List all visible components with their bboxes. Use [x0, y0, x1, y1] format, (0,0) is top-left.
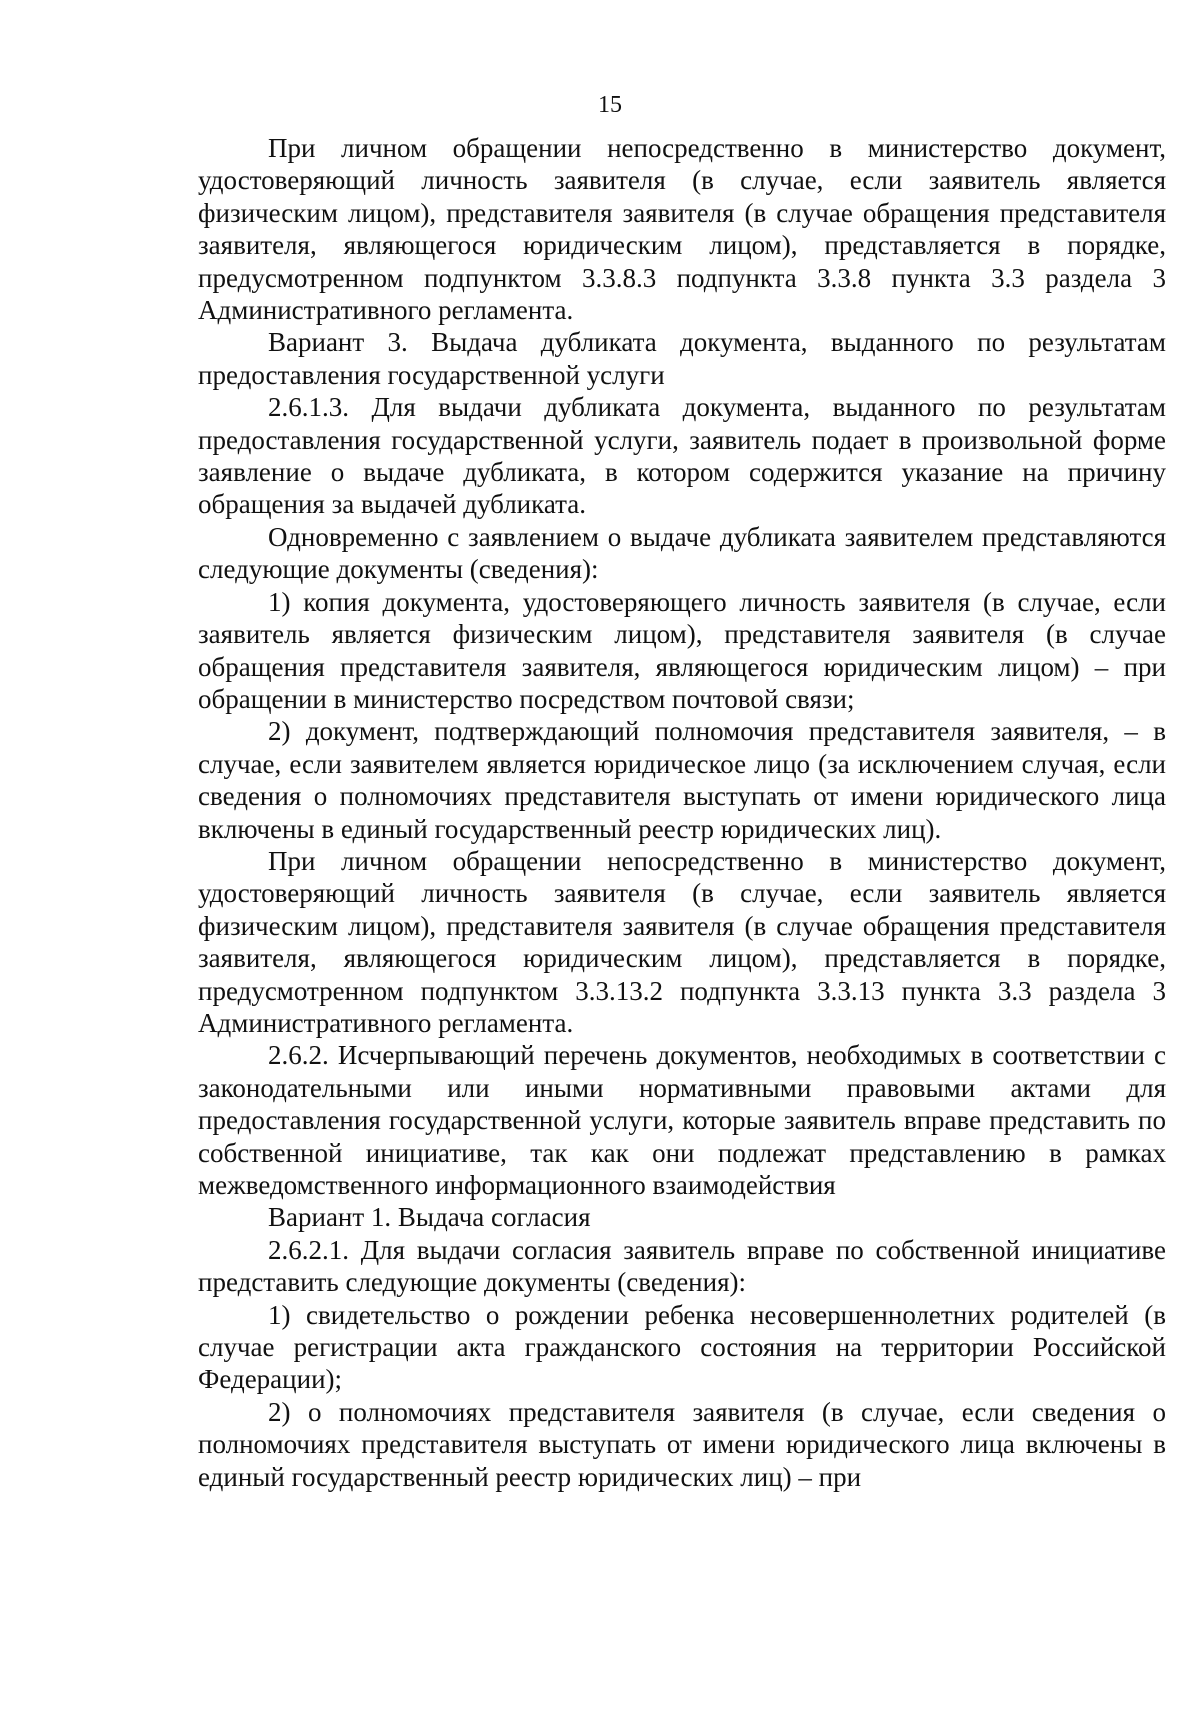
list-item-1-birth-certificate: 1) свидетельство о рождении ребенка несовершеннолетних родителей (в случае регистрации акта гражданского состояния на территории Российской Федерации);: [198, 1299, 1166, 1395]
list-item-2-authority-document: 2) документ, подтверждающий полномочия представителя заявителя, – в случае, если заявителем является юридическое лицо (за исключением случая, если сведения о полномочиях представителя выступать от имени юридического лица включены в единый государственный реестр юридических лиц).: [198, 716, 1166, 844]
paragraph-2-6-2-1: 2.6.2.1. Для выдачи согласия заявитель вправе по собственной инициативе представить следующие документы (сведения):: [198, 1234, 1166, 1298]
paragraph-personal-appeal-1: При личном обращении непосредственно в министерство документ, удостоверяющий личность заявителя (в случае, если заявитель является физическим лицом), представителя заявителя (в случае обращения представителя заявителя, являющегося юридическим лицом), представляется в порядке, предусмотренном подпунктом 3.3.8.3 подпункта 3.3.8 пункта 3.3 раздела 3 Административного регламента.: [198, 133, 1166, 326]
paragraph-2-6-1-3: 2.6.1.3. Для выдачи дубликата документа, выданного по результатам предоставления государственной услуги, заявитель подает в произвольной форме заявление о выдаче дубликата, в котором содержится указание на причину обращения за выдачей дубликата.: [198, 392, 1166, 520]
list-item-2-representative-authority: 2) о полномочиях представителя заявителя (в случае, если сведения о полномочиях представителя выступать от имени юридического лица включены в единый государственный реестр юридических лиц) – при: [198, 1396, 1166, 1492]
paragraph-documents-intro: Одновременно с заявлением о выдаче дубликата заявителем представляются следующие документы (сведения):: [198, 521, 1166, 585]
page-number: 15: [598, 92, 622, 118]
paragraph-personal-appeal-2: При личном обращении непосредственно в министерство документ, удостоверяющий личность заявителя (в случае, если заявитель является физическим лицом), представителя заявителя (в случае обращения представителя заявителя, являющегося юридическим лицом), представляется в порядке, предусмотренном подпунктом 3.3.13.2 подпункта 3.3.13 пункта 3.3 раздела 3 Административного регламента.: [198, 845, 1166, 1038]
list-item-1-copy-of-id: 1) копия документа, удостоверяющего личность заявителя (в случае, если заявитель является физическим лицом), представителя заявителя (в случае обращения представителя заявителя, являющегося юридическим лицом) – при обращении в министерство посредством почтовой связи;: [198, 586, 1166, 714]
document-body: [198, 132, 1166, 1493]
paragraph-variant-3-heading: Вариант 3. Выдача дубликата документа, выданного по результатам предоставления государственной услуги: [198, 327, 1166, 390]
paragraph-2-6-2: 2.6.2. Исчерпывающий перечень документов, необходимых в соответствии с законодательными или иными нормативными правовыми актами для предоставления государственной услуги, которые заявитель вправе представить по собственной инициативе, так как они подлежат представлению в рамках межведомственного информационного взаимодействия: [198, 1040, 1166, 1200]
paragraph-variant-1-heading: Вариант 1. Выдача согласия: [268, 1202, 591, 1233]
